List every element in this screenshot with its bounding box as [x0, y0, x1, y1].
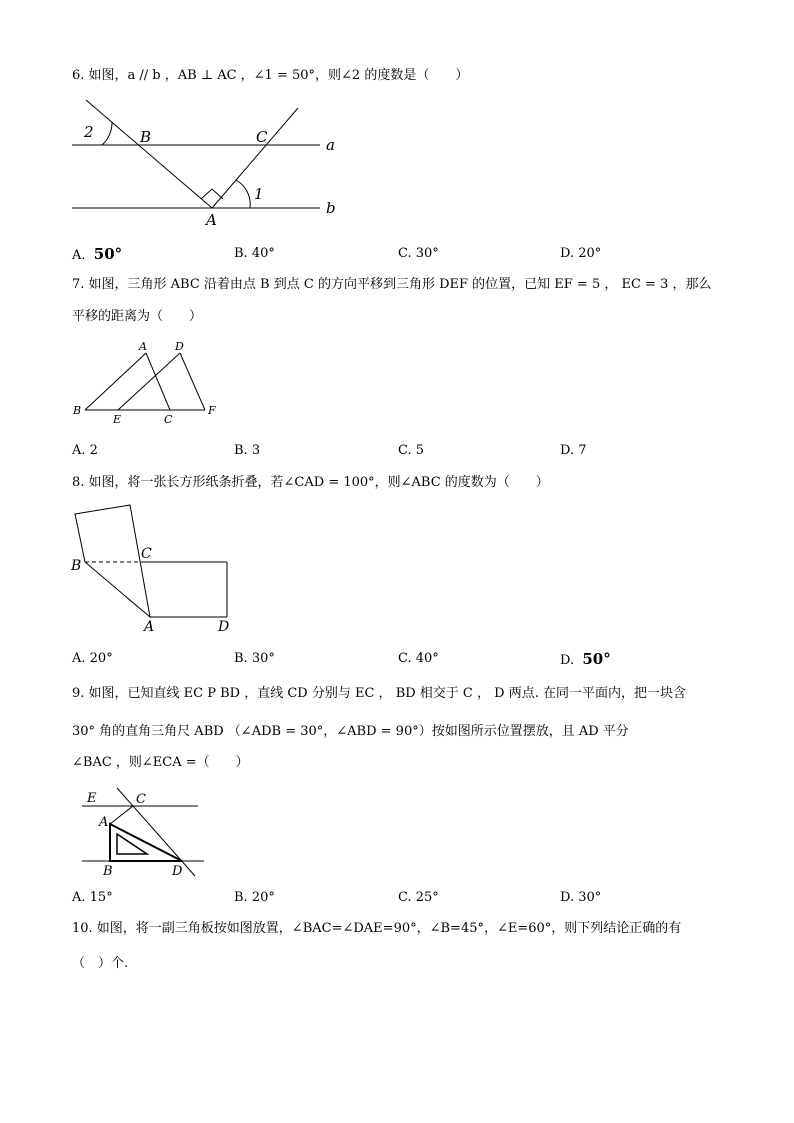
- q9-option-b[interactable]: B. 20°: [234, 890, 275, 905]
- q7-label-B: B: [73, 404, 82, 417]
- q8-label-C: C: [141, 546, 152, 562]
- q9-label-A: A: [99, 815, 109, 830]
- q7-label-C: C: [164, 413, 173, 426]
- q8-option-d-letter: D.: [560, 653, 575, 668]
- q7-label-E: E: [113, 413, 122, 426]
- q6-label-1: 1: [254, 185, 264, 203]
- q6-label-b: b: [326, 199, 336, 217]
- q7-option-b[interactable]: B. 3: [234, 443, 261, 458]
- q6-option-a-letter: A.: [72, 248, 86, 263]
- q8-option-d-value: 50°: [582, 650, 611, 668]
- q9-label-C: C: [136, 792, 146, 807]
- q9-label-B: B: [103, 864, 113, 879]
- q8-label-A: A: [144, 619, 155, 635]
- q7-option-a[interactable]: A. 2: [72, 443, 98, 458]
- q7-option-d[interactable]: D. 7: [560, 443, 587, 458]
- q6-label-A: A: [206, 211, 217, 229]
- q10-stem-line1: 10. 如图，将一副三角板按如图放置，∠BAC=∠DAE=90°，∠B=45°，∠E=60°，则下列结论正确的有: [72, 921, 682, 936]
- q7-stem-line2: 平移的距离为（ ）: [72, 309, 203, 324]
- q9-stem-line2: 30° 角的直角三角尺 ABD （∠ADB = 30°，∠ABD = 90°）按如图所示位置摆放，且 AD 平分: [72, 724, 629, 739]
- q9-label-E: E: [87, 791, 97, 806]
- q7-label-F: F: [208, 404, 216, 417]
- q6-option-c[interactable]: C. 30°: [398, 246, 439, 261]
- q10-stem-line2: （ ）个.: [72, 956, 129, 971]
- q9-stem-line3: ∠BAC ，则∠ECA =（ ）: [72, 755, 249, 770]
- q8-option-a[interactable]: A. 20°: [72, 651, 113, 666]
- q8-label-B: B: [71, 558, 82, 574]
- q6-label-2: 2: [84, 123, 94, 141]
- q6-option-d[interactable]: D. 20°: [560, 246, 602, 261]
- q8-option-b[interactable]: B. 30°: [234, 651, 275, 666]
- q8-stem: 8. 如图，将一张长方形纸条折叠，若∠CAD = 100°，则∠ABC 的度数为（ ）: [72, 475, 549, 490]
- q7-option-c[interactable]: C. 5: [398, 443, 425, 458]
- q7-label-A: A: [139, 340, 147, 353]
- q6-label-a: a: [326, 136, 335, 154]
- q9-option-a[interactable]: A. 15°: [72, 890, 113, 905]
- q6-option-b[interactable]: B. 40°: [234, 246, 275, 261]
- q9-option-c[interactable]: C. 25°: [398, 890, 439, 905]
- q9-label-D: D: [172, 864, 183, 879]
- q9-option-d[interactable]: D. 30°: [560, 890, 602, 905]
- q6-stem: 6. 如图，a // b ，AB ⊥ AC ，∠1 = 50°，则∠2 的度数是（ ）: [72, 68, 469, 83]
- q6-option-a-value: 50°: [93, 245, 123, 263]
- q9-stem-line1: 9. 如图，已知直线 EC P BD ，直线 CD 分别与 EC ， BD 相交于 C ， D 两点. 在同一平面内，把一块含: [72, 686, 686, 701]
- q7-label-D: D: [175, 340, 184, 353]
- q8-label-D: D: [218, 619, 230, 635]
- q7-stem-line1: 7. 如图，三角形 ABC 沿着由点 B 到点 C 的方向平移到三角形 DEF 的位置，已知 EF = 5 ， EC = 3 ，那么: [72, 277, 712, 292]
- q6-label-B: B: [140, 128, 152, 146]
- q8-option-c[interactable]: C. 40°: [398, 651, 439, 666]
- q6-label-C: C: [256, 128, 268, 146]
